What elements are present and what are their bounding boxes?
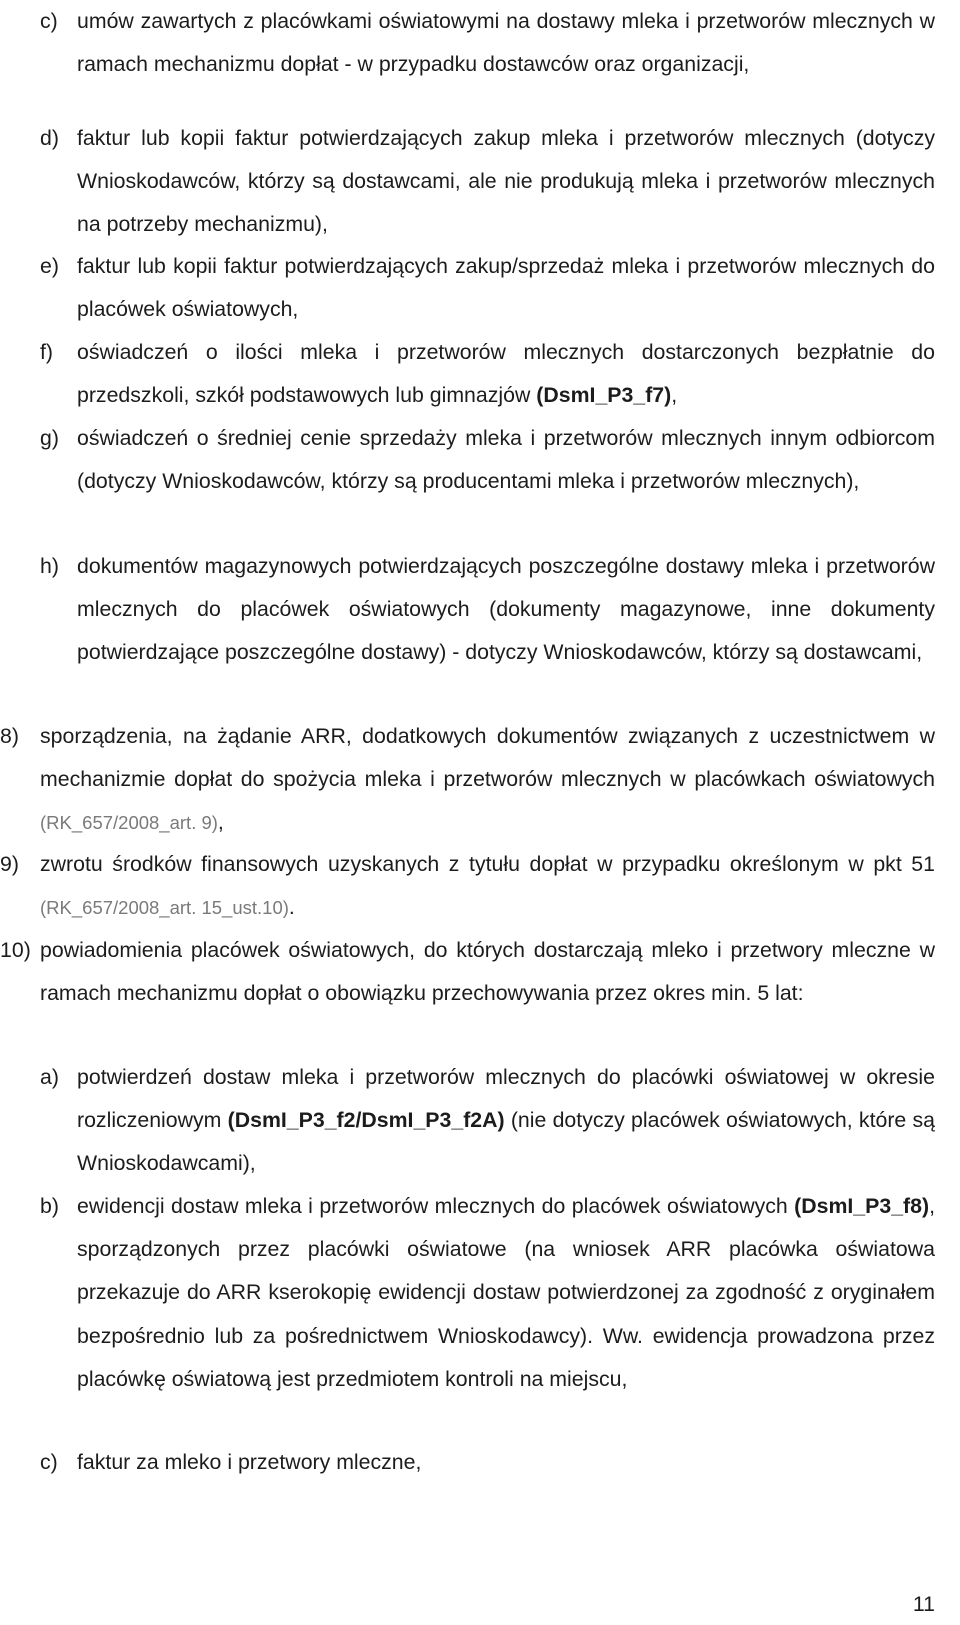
list-item-text: potwierdzeń dostaw mleka i przetworów mlecznych do placówki oświatowej w okresie rozliczeniowym (DsmI_P3_f2/DsmI_P3_f2A) (nie dotyczy placówek oświatowych, które są Wnioskodawcami), [77,1065,935,1176]
list-item [40,545,935,675]
list-item [40,245,935,331]
list-marker: g) [40,426,59,450]
list-item-text: umów zawartych z placówkami oświatowymi na dostawy mleka i przetworów mlecznych w ramach mechanizmu dopłat - w przypadku dostawców oraz organizacji, [77,9,935,77]
list-item [0,929,935,1015]
list-marker: d) [40,126,59,150]
list-marker: 9) [0,852,19,876]
list-item [0,843,935,929]
list-marker: a) [40,1065,59,1089]
list-item [40,0,935,86]
list-marker: b) [40,1194,59,1218]
list-item [40,117,935,247]
list-item-text: oświadczeń o średniej cenie sprzedaży mleka i przetworów mlecznych innym odbiorcom (dotyczy Wnioskodawców, którzy są producentami mleka i przetworów mlecznych), [77,426,935,494]
regulation-reference: (RK_657/2008_art. 9) [40,812,218,834]
list-item-text: dokumentów magazynowych potwierdzających poszczególne dostawy mleka i przetworów mlecznych do placówek oświatowych (dokumenty magazynowe, inne dokumenty potwierdzające poszczególne dostawy) - dotyczy Wnioskodawców, którzy są dostawcami, [77,554,935,665]
list-item-text: powiadomienia placówek oświatowych, do których dostarczają mleko i przetwory mleczne w ramach mechanizmu dopłat o obowiązku przechowywania przez okres min. 5 lat: [40,938,935,1006]
list-item [40,1056,935,1186]
list-item-text: faktur lub kopii faktur potwierdzających zakup/sprzedaż mleka i przetworów mlecznych do placówek oświatowych, [77,254,935,322]
list-item [40,331,935,417]
list-marker: h) [40,554,59,578]
form-code: (DsmI_P3_f7) [536,383,672,408]
list-item-text: oświadczeń o ilości mleka i przetworów mlecznych dostarczonych bezpłatnie do przedszkoli, szkół podstawowych lub gimnazjów (DsmI_P3_f7), [77,340,935,408]
regulation-reference: (RK_657/2008_art. 15_ust.10) [40,897,289,919]
list-marker: c) [40,1450,58,1474]
list-item-text: sporządzenia, na żądanie ARR, dodatkowych dokumentów związanych z uczestnictwem w mechanizmie dopłat do spożycia mleka i przetworów mlecznych w placówkach oświatowych (RK_657/2008_art. 9), [40,724,935,835]
list-marker: 10) [0,938,31,962]
list-marker: f) [40,340,54,364]
list-item-text: faktur za mleko i przetwory mleczne, [77,1450,422,1474]
form-code: (DsmI_P3_f8) [794,1194,930,1218]
page-number: 11 [912,1592,935,1616]
list-item [40,1441,935,1484]
list-marker: e) [40,254,59,278]
list-item-text: faktur lub kopii faktur potwierdzających zakup mleka i przetworów mlecznych (dotyczy Wnioskodawców, którzy są dostawcami, ale nie produkują mleka i przetworów mlecznych na potrzeby mechanizmu), [77,126,935,237]
list-marker: 8) [0,724,19,748]
list-marker: c) [40,9,58,33]
list-item-text: ewidencji dostaw mleka i przetworów mlecznych do placówek oświatowych (DsmI_P3_f8), sporządzonych przez placówki oświatowe (na wniosek ARR placówka oświatowa przekazuje do ARR kserokopię ewidencji dostaw potwierdzonej za zgodność z oryginałem bezpośrednio lub za pośrednictwem Wnioskodawcy). Ww. ewidencja prowadzona przez placówkę oświatową jest przedmiotem kontroli na miejscu, [77,1194,935,1391]
list-item-text: zwrotu środków finansowych uzyskanych z tytułu dopłat w przypadku określonym w pkt 51 (RK_657/2008_art. 15_ust.10). [40,852,935,920]
list-item [0,715,935,845]
list-item [40,417,935,503]
form-code: (DsmI_P3_f2/DsmI_P3_f2A) [227,1108,505,1133]
list-item [40,1185,935,1401]
